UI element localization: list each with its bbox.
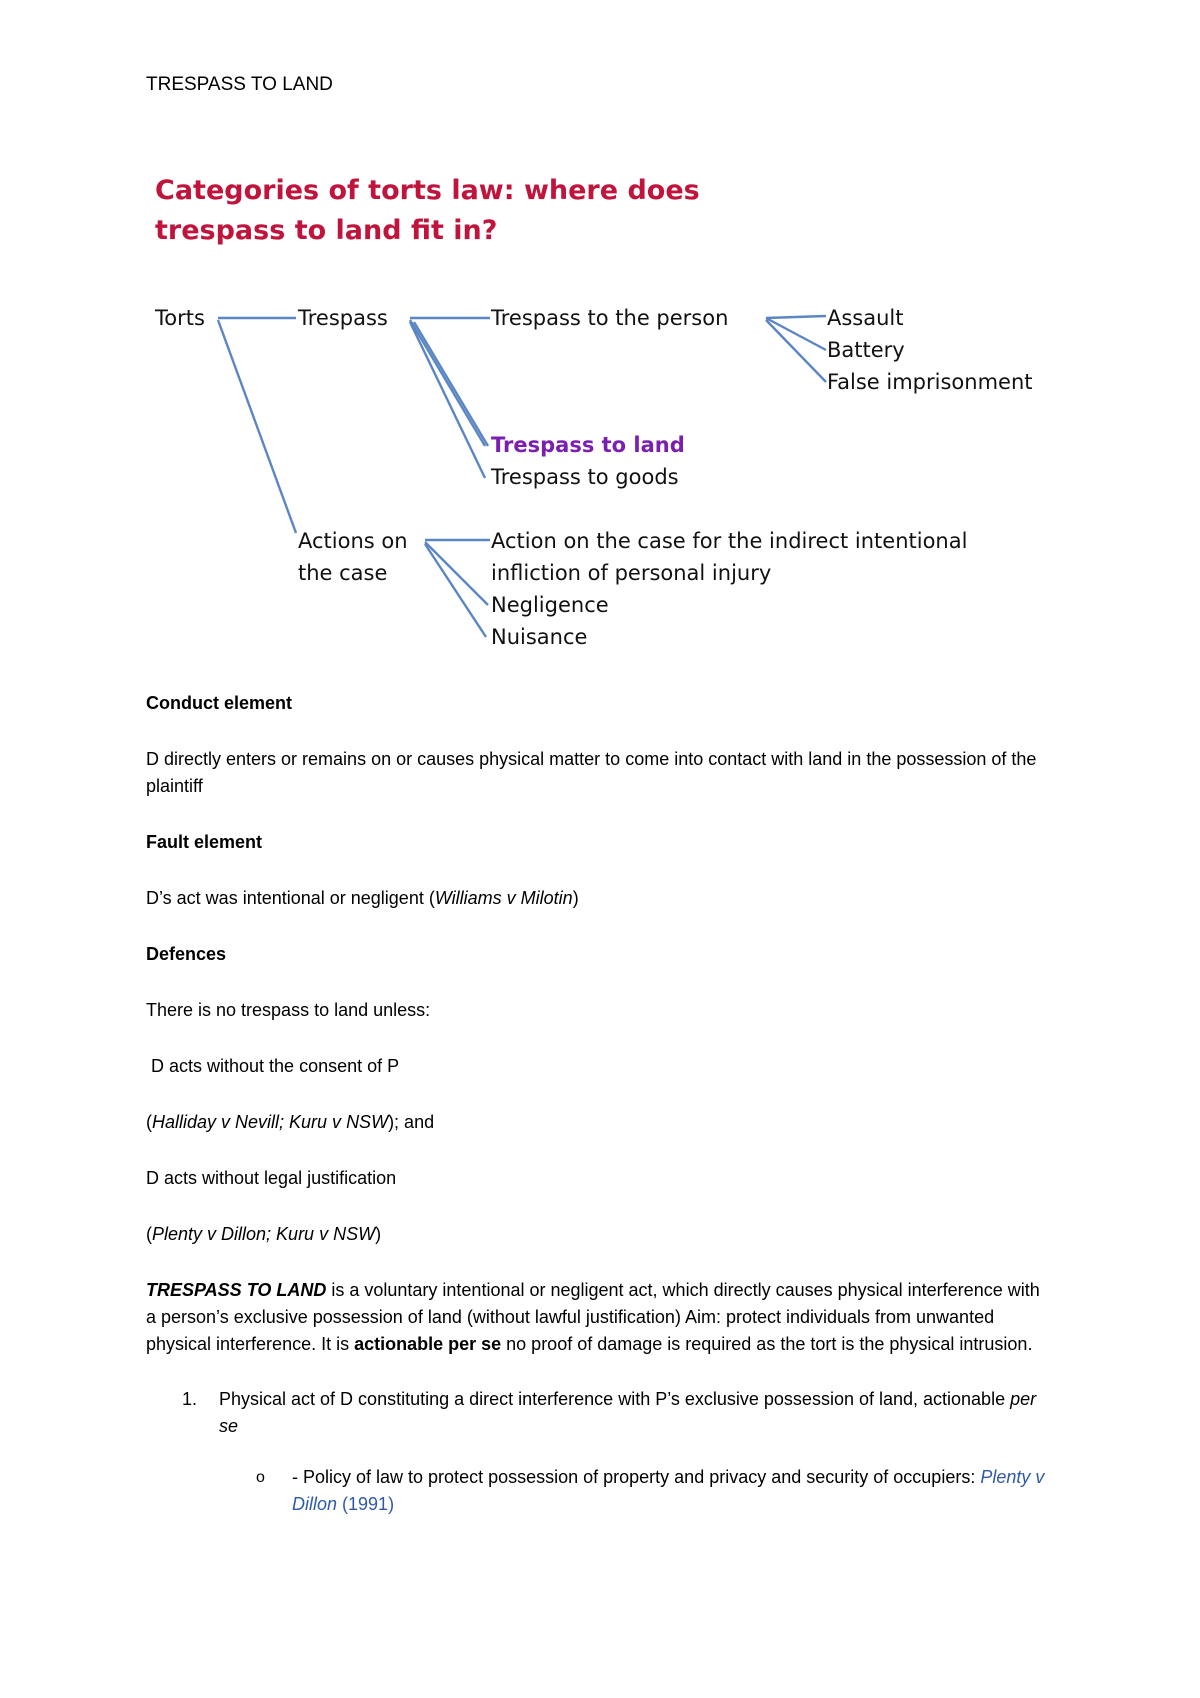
defence-justification: D acts without legal justification [146,1168,397,1188]
definition-text-2: no proof of damage is required as the tort is the physical intrusion. [501,1334,1033,1354]
node-actions-on-case-line1: Actions on [298,529,408,553]
diagram-title-line2: trespass to land fit in? [155,215,498,246]
definition-text-1: is a voluntary intentional or negligent act, which directly causes physical interference with a person’s exclusive possession of land (without lawful justification) Aim: protect individuals from unwanted physical interference. It is [146,1280,1040,1354]
definition-actionable-per-se: actionable per se [354,1334,502,1354]
consent-case-citations: Halliday v Nevill; Kuru v NSW [152,1112,389,1132]
node-torts: Torts [155,306,205,330]
consent-cases-close: ); and [388,1112,435,1132]
node-action-case-injury-line1: Action on the case for the indirect intentional [491,529,968,553]
defences-heading: Defences [146,944,227,964]
definition-term: TRESPASS TO LAND [146,1280,327,1300]
list-item-1-per-se: per se [219,1389,1037,1436]
justification-cases-close: ) [375,1224,382,1244]
link-person-assault [766,316,826,318]
sub-bullet-item [146,1464,1046,1518]
node-actions-on-case-line2: the case [298,561,388,585]
node-negligence: Negligence [491,593,609,617]
consent-cases-open: ( [146,1112,152,1132]
link-actions-nuisance [425,544,486,637]
conduct-element-text: D directly enters or remains on or causes physical matter to come into contact with land in the possession of the plaintiff [146,749,1037,796]
sub-item-case-citation: Plenty v Dillon [292,1467,1045,1514]
page-header-title: TRESPASS TO LAND [146,74,333,95]
link-actions-negligence [425,542,488,605]
node-trespass-to-person: Trespass to the person [491,306,729,330]
link-person-false-imprisonment [766,320,826,382]
sub-bullet-marker: o [256,1469,265,1486]
node-false-imprisonment: False imprisonment [827,370,1033,394]
defences-intro: There is no trespass to land unless: [146,1000,431,1020]
fault-element-text [146,885,1046,912]
fault-case-citation: Williams v Milotin [434,888,573,908]
node-battery: Battery [827,338,905,362]
document-body [146,690,1046,1518]
link-torts-actions [218,320,296,533]
justification-cases-open: ( [146,1224,152,1244]
fault-element-heading: Fault element [146,832,263,852]
node-assault: Assault [827,306,904,330]
defence-justification-cases [146,1221,1046,1248]
node-action-case-injury-line2: infliction of personal injury [491,561,772,585]
node-trespass-to-goods: Trespass to goods [491,465,679,489]
fault-text-post: ) [572,888,579,908]
link-trespass-land-a [410,320,485,446]
sub-item-text: - Policy of law to protect possession of property and privacy and security of occupiers: [292,1467,981,1487]
link-trespass-goods [410,322,485,478]
list-item-1-text: Physical act of D constituting a direct interference with P’s exclusive possession of land, actionable [219,1389,1011,1409]
sub-item-year: (1991) [337,1494,395,1514]
defence-consent-cases [146,1109,1046,1136]
fault-text-pre: D’s act was intentional or negligent ( [146,888,435,908]
link-person-battery [766,318,826,350]
diagram-title-line1: Categories of torts law: where does [155,175,700,206]
justification-case-citations: Plenty v Dillon; Kuru v NSW [152,1224,376,1244]
link-trespass-land-b [414,322,488,446]
node-trespass-to-land: Trespass to land [491,433,685,457]
conduct-element-heading: Conduct element [146,693,293,713]
node-trespass: Trespass [298,306,388,330]
node-nuisance: Nuisance [491,625,588,649]
numbered-list-item-1 [146,1386,1046,1440]
torts-categories-diagram [0,0,1200,680]
list-number: 1. [182,1389,198,1409]
defence-consent: D acts without the consent of P [146,1056,400,1076]
definition-paragraph [146,1277,1046,1358]
